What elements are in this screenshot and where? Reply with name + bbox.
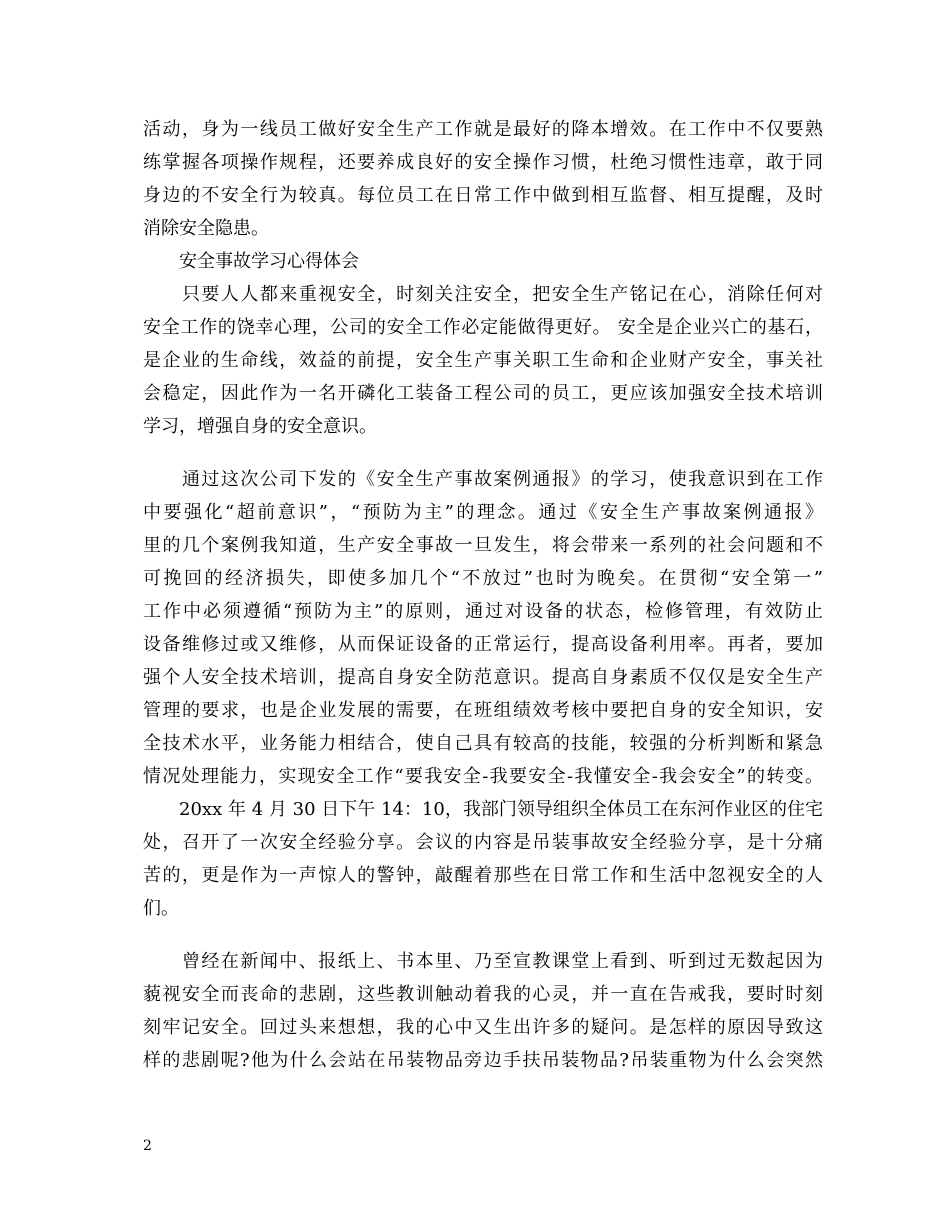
text-line: 工作中必须遵循“预防为主”的原则，通过对设备的状态，检修管理，有效防止 [143,601,823,622]
text-line: 藐视安全而丧命的悲剧，这些教训触动着我的心灵，并一直在告戒我，要时时刻 [143,984,823,1005]
section-heading: 安全事故学习心得体会 [143,251,359,272]
text-line: 可挽回的经济损失，即使多加几个“不放过”也时为晚矣。在贯彻“安全第一” [143,568,823,589]
text-line: 情况处理能力，实现安全工作“要我安全-我要安全-我懂安全-我会安全”的转变。 [143,766,823,787]
text-line: 中要强化“超前意识”，“预防为主”的理念。通过《安全生产事故案例通报》 [143,502,823,523]
text-line: 20xx 年 4 月 30 日下午 14：10，我部门领导组织全体员工在东河作业区的住宅 [143,799,823,820]
text-line: 是企业的生命线，效益的前提，安全生产事关职工生命和企业财产安全，事关社 [143,350,823,371]
text-line: 们。 [143,898,179,919]
text-line: 曾经在新闻中、报纸上、书本里、乃至宣教课堂上看到、听到过无数起因为 [143,951,823,972]
text-line: 设备维修过或又维修，从而保证设备的正常运行，提高设备利用率。再者，要加 [143,634,823,655]
text-line: 刻牢记安全。回过头来想想，我的心中又生出许多的疑问。是怎样的原因导致这 [143,1017,823,1038]
text-line: 会稳定，因此作为一名开磷化工装备工程公司的员工，更应该加强安全技术培训 [143,383,823,404]
text-line: 通过这次公司下发的《安全生产事故案例通报》的学习，使我意识到在工作 [143,469,823,490]
text-line: 活动，身为一线员工做好安全生产工作就是最好的降本增效。在工作中不仅要熟 [143,119,823,140]
text-line: 身边的不安全行为较真。每位员工在日常工作中做到相互监督、相互提醒，及时 [143,185,823,206]
text-line: 只要人人都来重视安全，时刻关注安全，把安全生产铭记在心，消除任何对 [143,284,823,305]
text-line: 练掌握各项操作规程，还要养成良好的安全操作习惯，杜绝习惯性违章，敢于同 [143,152,823,173]
text-line: 消除安全隐患。 [143,218,269,239]
text-line: 管理的要求，也是企业发展的需要，在班组绩效考核中要把自身的安全知识，安 [143,700,823,721]
text-line: 里的几个案例我知道，生产安全事故一旦发生，将会带来一系列的社会问题和不 [143,535,823,556]
text-line: 样的悲剧呢?他为什么会站在吊装物品旁边手扶吊装物品?吊装重物为什么会突然 [143,1050,823,1071]
text-line: 安全工作的饶幸心理，公司的安全工作必定能做得更好。 安全是企业兴亡的基石， [143,317,823,338]
text-line: 全技术水平，业务能力相结合，使自己具有较高的技能，较强的分析判断和紧急 [143,733,823,754]
text-line: 学习，增强自身的安全意识。 [143,416,377,437]
page-number: 2 [143,1138,152,1154]
text-line: 处，召开了一次安全经验分享。会议的内容是吊装事故安全经验分享，是十分痛 [143,832,823,853]
text-line: 苦的，更是作为一声惊人的警钟，敲醒着那些在日常工作和生活中忽视安全的人 [143,865,823,886]
text-line: 强个人安全技术培训，提高自身安全防范意识。提高自身素质不仅仅是安全生产 [143,667,823,688]
